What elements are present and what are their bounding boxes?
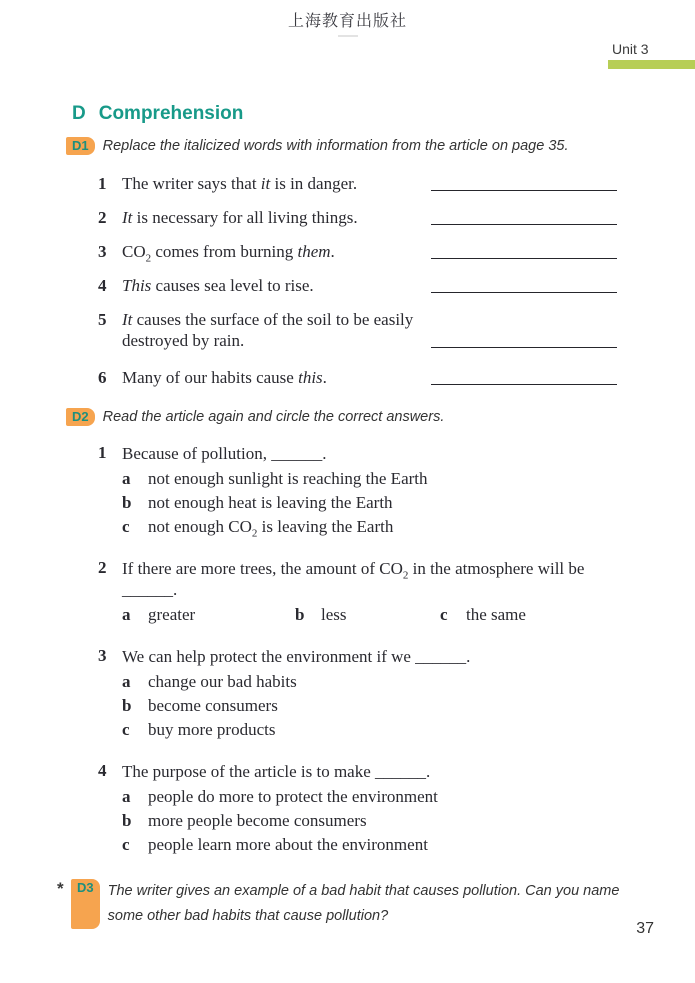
option-letter: a [122, 469, 131, 488]
option-text: greater [148, 605, 196, 624]
answer-blank-line [431, 258, 617, 259]
item-number: 3 [98, 242, 107, 261]
option-b [122, 694, 652, 718]
question-number: 4 [98, 761, 107, 780]
section-letter: D [72, 103, 86, 124]
item-number: 1 [98, 174, 107, 193]
option-list [122, 670, 652, 742]
question-number: 2 [98, 558, 107, 577]
option-text: not enough sunlight is reaching the Earth [148, 469, 428, 488]
option-letter: a [122, 605, 131, 624]
option-c [122, 515, 652, 539]
question-body [122, 646, 652, 742]
section-heading [72, 103, 683, 125]
page-content [0, 103, 695, 929]
question-number: 3 [98, 646, 107, 665]
option-text: not enough heat is leaving the Earth [148, 493, 393, 512]
option-list [122, 785, 652, 857]
option-letter: c [122, 720, 130, 739]
d1-item-4 [98, 275, 617, 296]
option-text: less [321, 605, 347, 624]
option-letter: c [440, 605, 448, 624]
option-text: buy more products [148, 720, 276, 739]
option-b [122, 491, 652, 515]
option-letter: b [122, 493, 132, 512]
option-text: become consumers [148, 696, 278, 715]
question-body [122, 558, 652, 627]
optional-star-marker: * [57, 879, 64, 898]
publisher-header: 上海教育出版社 [287, 13, 407, 30]
d1-item-1 [98, 173, 617, 194]
question-body [122, 761, 652, 857]
d2-question-2 [98, 558, 683, 627]
option-row [122, 603, 652, 627]
option-b [122, 809, 652, 833]
item-text: The writer says that it is in danger. [122, 174, 358, 193]
item-text: It causes the surface of the soil to be easily destroyed by rain. [122, 310, 414, 350]
d1-item-2 [98, 207, 617, 228]
option-a [122, 603, 295, 627]
d1-item-3 [98, 241, 617, 265]
section-title: Comprehension [98, 103, 244, 124]
answer-blank-line [431, 384, 617, 385]
question-text: The purpose of the article is to make ______. [122, 762, 431, 781]
option-a [122, 467, 652, 491]
d1-instruction: Replace the italicized words with information from the article on page 35. [102, 138, 569, 154]
question-text: If there are more trees, the amount of $CO_2$ in the atmosphere will be ______. [122, 559, 585, 599]
d1-item-5 [98, 309, 617, 351]
option-b [295, 603, 440, 627]
d2-question-1 [98, 443, 683, 539]
option-a [122, 670, 652, 694]
answer-blank-line [431, 347, 617, 348]
unit-green-bar [608, 60, 695, 69]
d2-header [66, 408, 683, 427]
item-number: 5 [98, 310, 107, 329]
option-text: not enough $CO_2$ is leaving the Earth [148, 517, 394, 540]
d2-question-list [98, 443, 683, 857]
option-letter: b [122, 696, 132, 715]
option-a [122, 785, 652, 809]
answer-blank-line [431, 190, 617, 191]
d2-question-3 [98, 646, 683, 742]
answer-blank-line [431, 292, 617, 293]
option-letter: b [295, 605, 305, 624]
option-c [440, 603, 526, 627]
item-text: $CO_2$ comes from burning them. [122, 242, 335, 265]
question-text: Because of pollution, ______. [122, 444, 327, 463]
d3-instruction: The writer gives an example of a bad habit that causes pollution. Can you name some other bad habits that cause pollution? [107, 883, 620, 924]
item-text: This causes sea level to rise. [122, 276, 314, 295]
option-text: the same [466, 605, 526, 624]
answer-blank-line [431, 224, 617, 225]
option-text: more people become consumers [148, 811, 367, 830]
option-text: people do more to protect the environment [148, 787, 438, 806]
option-c [122, 833, 652, 857]
option-letter: a [122, 672, 131, 691]
d1-item-6 [98, 367, 617, 388]
option-letter: a [122, 787, 131, 806]
page-number: 37 [636, 920, 654, 937]
item-text: It is necessary for all living things. [122, 208, 358, 227]
option-text: change our bad habits [148, 672, 297, 691]
option-letter: c [122, 517, 130, 536]
option-list [122, 467, 652, 539]
d2-instruction: Read the article again and circle the correct answers. [102, 409, 445, 425]
question-body [122, 443, 652, 539]
d3-header [57, 879, 683, 929]
unit-tab [608, 41, 695, 69]
question-text: We can help protect the environment if we ______. [122, 647, 471, 666]
item-number: 2 [98, 208, 107, 227]
d2-question-4 [98, 761, 683, 857]
d1-item-list [98, 173, 617, 388]
option-text: people learn more about the environment [148, 835, 428, 854]
option-letter: c [122, 835, 130, 854]
d1-header [66, 137, 683, 156]
question-number: 1 [98, 443, 107, 462]
d2-badge: D2 [66, 408, 95, 426]
d1-badge: D1 [66, 137, 95, 155]
option-c [122, 718, 652, 742]
d3-badge: D3 [71, 879, 100, 929]
publisher-fold-mark [338, 35, 358, 37]
item-number: 4 [98, 276, 107, 295]
unit-label: Unit 3 [612, 41, 649, 57]
option-letter: b [122, 811, 132, 830]
item-text: Many of our habits cause this. [122, 368, 327, 387]
item-number: 6 [98, 368, 107, 387]
